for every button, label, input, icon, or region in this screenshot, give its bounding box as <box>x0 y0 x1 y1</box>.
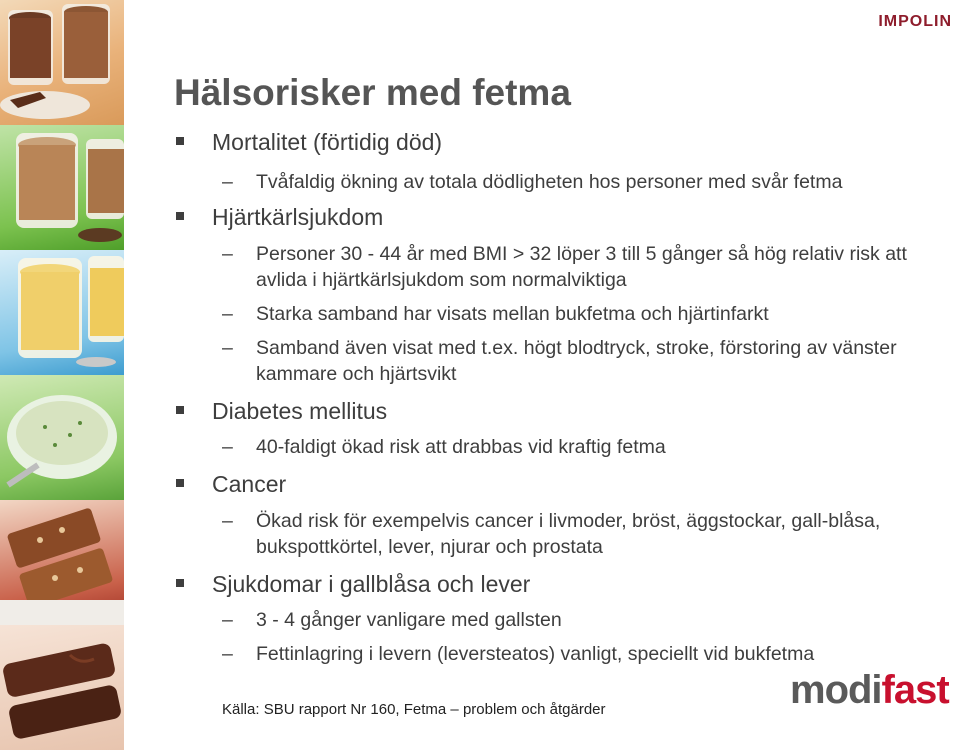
dash-bullet-icon: – <box>222 643 233 665</box>
dash-bullet-icon: – <box>222 609 233 631</box>
list-item-text: Personer 30 - 44 år med BMI > 32 löper 3 till 5 gånger så hög relativ risk att avlida i hjärtkärlsjukdom som normalviktiga <box>256 243 907 291</box>
list-item-text: 3 - 4 gånger vanligare med gallsten <box>256 609 562 631</box>
list-item <box>222 434 942 460</box>
dash-bullet-icon: – <box>222 510 233 532</box>
list-item-text: Samband även visat med t.ex. högt blodtryck, stroke, förstoring av vänster kammare och hjärtsvikt <box>256 337 897 385</box>
list-item <box>222 508 942 560</box>
square-bullet-icon <box>176 479 184 487</box>
section-heading: Mortalitet (förtidig död) <box>212 129 443 155</box>
soup-bowl-image <box>0 375 124 500</box>
list-item <box>222 169 942 195</box>
list-item <box>222 607 942 633</box>
square-bullet-icon <box>176 579 184 587</box>
list-item <box>222 241 942 293</box>
dash-bullet-icon: – <box>222 436 233 458</box>
dash-bullet-icon: – <box>222 243 233 265</box>
list-item-text: 40-faldigt ökad risk att drabbas vid kraftig fetma <box>256 436 666 458</box>
section-heading: Sjukdomar i gallblåsa och lever <box>212 571 531 597</box>
coffee-drinks-image <box>0 125 124 250</box>
modifast-logo-part2: fast <box>881 668 949 712</box>
section-heading: Hjärtkärlsjukdom <box>212 204 384 230</box>
section-heading: Cancer <box>212 471 287 497</box>
section-heading: Diabetes mellitus <box>212 398 388 424</box>
dash-bullet-icon: – <box>222 171 233 193</box>
dash-bullet-icon: – <box>222 337 233 359</box>
page-title: Hälsorisker med fetma <box>174 72 571 113</box>
impolin-logo: IMPOLIN <box>878 13 952 30</box>
vanilla-drinks-image <box>0 250 124 375</box>
list-item <box>222 301 942 327</box>
source-citation: Källa: SBU rapport Nr 160, Fetma – problem och åtgärder <box>222 701 606 718</box>
square-bullet-icon <box>176 137 184 145</box>
square-bullet-icon <box>176 406 184 414</box>
list-item-text: Ökad risk för exempelvis cancer i livmoder, bröst, äggstockar, gall-blåsa, bukspottkörtel, lever, njurar och prostata <box>256 510 881 558</box>
product-photo-strip <box>0 0 124 750</box>
square-bullet-icon <box>176 212 184 220</box>
list-item <box>222 641 942 667</box>
chocolate-drinks-image <box>0 0 124 125</box>
list-item <box>222 335 942 387</box>
granola-bars-image <box>0 500 124 625</box>
dash-bullet-icon: – <box>222 303 233 325</box>
list-item-text: Tvåfaldig ökning av totala dödligheten hos personer med svår fetma <box>256 171 843 193</box>
list-item-text: Fettinlagring i levern (leversteatos) vanligt, speciellt vid bukfetma <box>256 643 815 665</box>
modifast-logo-part1: modi <box>790 668 882 712</box>
chocolate-bars-image <box>0 625 124 750</box>
modifast-logo <box>790 668 949 713</box>
list-item-text: Starka samband har visats mellan bukfetma och hjärtinfarkt <box>256 303 769 325</box>
